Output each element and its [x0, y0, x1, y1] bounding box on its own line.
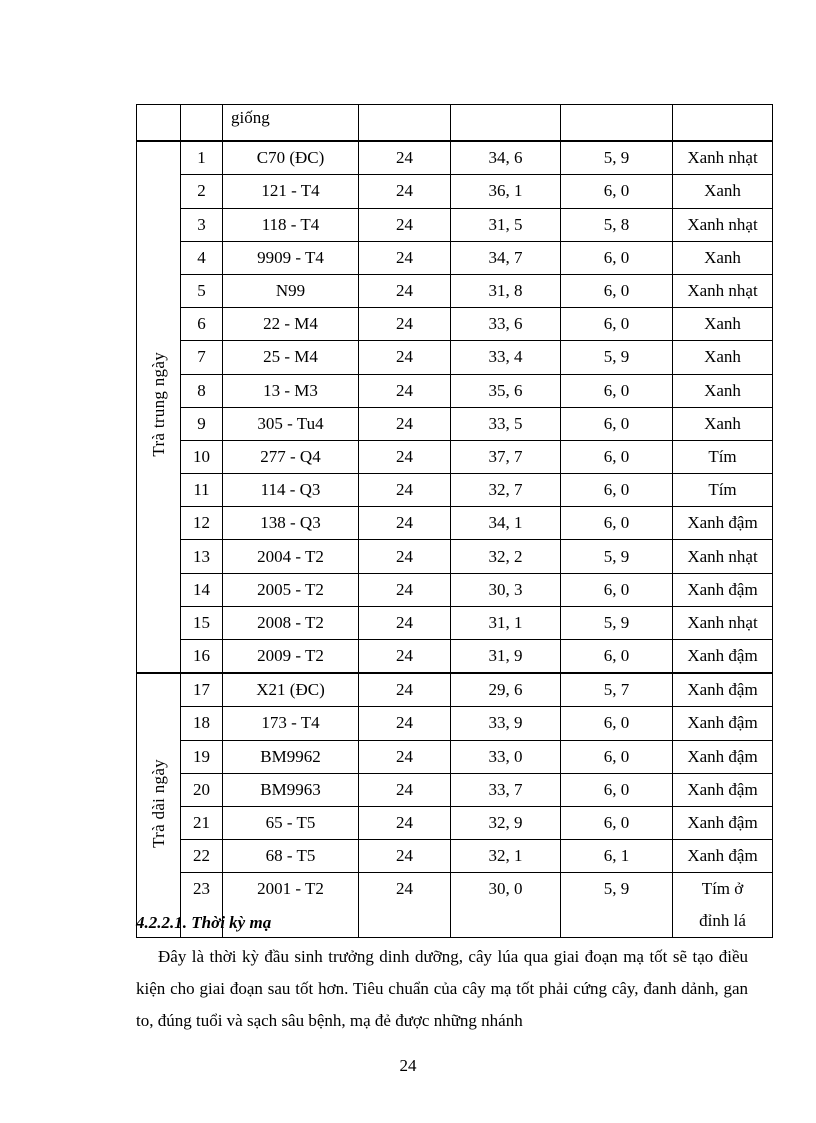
- leaves-value: 5, 9: [561, 873, 673, 938]
- leaves-value: 5, 9: [561, 341, 673, 374]
- days-value: 24: [359, 208, 451, 241]
- leaf-color: Xanh nhạt: [673, 274, 773, 307]
- height-value: 32, 2: [451, 540, 561, 573]
- table-row: [137, 175, 773, 208]
- days-value: 24: [359, 573, 451, 606]
- variety-name: 2009 - T2: [223, 640, 359, 674]
- height-value: 33, 6: [451, 308, 561, 341]
- row-number: 21: [181, 806, 223, 839]
- row-number: 14: [181, 573, 223, 606]
- height-value: 33, 9: [451, 707, 561, 740]
- leaves-value: 5, 9: [561, 141, 673, 175]
- table-row: [137, 573, 773, 606]
- days-value: 24: [359, 374, 451, 407]
- table-row: [137, 740, 773, 773]
- section-heading: 4.2.2.1. Thời kỳ mạ: [136, 913, 272, 932]
- leaf-color: Xanh: [673, 374, 773, 407]
- variety-name: 22 - M4: [223, 308, 359, 341]
- row-number: 3: [181, 208, 223, 241]
- row-number: 16: [181, 640, 223, 674]
- leaf-color: Xanh đậm: [673, 573, 773, 606]
- variety-name: 173 - T4: [223, 707, 359, 740]
- leaves-value: 6, 0: [561, 175, 673, 208]
- leaf-color: Xanh: [673, 341, 773, 374]
- leaf-color: Xanh đậm: [673, 806, 773, 839]
- table-row: [137, 507, 773, 540]
- leaves-value: 6, 0: [561, 440, 673, 473]
- days-value: 24: [359, 175, 451, 208]
- leaves-value: 6, 0: [561, 374, 673, 407]
- row-number: 1: [181, 141, 223, 175]
- leaves-value: 6, 0: [561, 241, 673, 274]
- group-label-cell: [137, 673, 181, 938]
- variety-name: 118 - T4: [223, 208, 359, 241]
- leaves-value: 6, 0: [561, 640, 673, 674]
- height-value: 31, 1: [451, 606, 561, 639]
- variety-name: 114 - Q3: [223, 474, 359, 507]
- row-number: 19: [181, 740, 223, 773]
- variety-name: 9909 - T4: [223, 241, 359, 274]
- table-row: [137, 241, 773, 274]
- table-row: [137, 806, 773, 839]
- table-row: [137, 208, 773, 241]
- row-number: 15: [181, 606, 223, 639]
- leaf-color: Xanh đậm: [673, 773, 773, 806]
- row-number: 13: [181, 540, 223, 573]
- table-row: [137, 840, 773, 873]
- height-value: 37, 7: [451, 440, 561, 473]
- days-value: 24: [359, 673, 451, 707]
- height-value: 34, 7: [451, 241, 561, 274]
- row-number: 17: [181, 673, 223, 707]
- table-row: [137, 440, 773, 473]
- leaf-color: Xanh nhạt: [673, 606, 773, 639]
- leaf-color: Xanh nhạt: [673, 540, 773, 573]
- leaves-value: 6, 1: [561, 840, 673, 873]
- row-number: 20: [181, 773, 223, 806]
- days-value: 24: [359, 806, 451, 839]
- row-number: 23: [181, 873, 223, 938]
- leaf-color: Xanh: [673, 308, 773, 341]
- leaf-color: Xanh đậm: [673, 707, 773, 740]
- variety-name: 2008 - T2: [223, 606, 359, 639]
- data-table-container: [136, 104, 758, 938]
- leaves-value: 5, 8: [561, 208, 673, 241]
- days-value: 24: [359, 740, 451, 773]
- days-value: 24: [359, 540, 451, 573]
- leaf-color: Tím: [673, 474, 773, 507]
- variety-name: C70 (ĐC): [223, 141, 359, 175]
- row-number: 11: [181, 474, 223, 507]
- height-value: 29, 6: [451, 673, 561, 707]
- height-value: 32, 1: [451, 840, 561, 873]
- variety-name: 121 - T4: [223, 175, 359, 208]
- days-value: 24: [359, 707, 451, 740]
- variety-name: N99: [223, 274, 359, 307]
- leaves-value: 6, 0: [561, 740, 673, 773]
- variety-name: 138 - Q3: [223, 507, 359, 540]
- leaves-value: 5, 7: [561, 673, 673, 707]
- variety-name: 13 - M3: [223, 374, 359, 407]
- days-value: 24: [359, 341, 451, 374]
- height-value: 33, 4: [451, 341, 561, 374]
- leaves-value: 6, 0: [561, 507, 673, 540]
- variety-name: 25 - M4: [223, 341, 359, 374]
- variety-name: 2001 - T2: [223, 873, 359, 938]
- days-value: 24: [359, 606, 451, 639]
- leaves-value: 6, 0: [561, 573, 673, 606]
- days-value: 24: [359, 840, 451, 873]
- leaf-color: Tím: [673, 440, 773, 473]
- height-value: 30, 0: [451, 873, 561, 938]
- leaves-value: 6, 0: [561, 474, 673, 507]
- group-label-cell: [137, 141, 181, 673]
- leaves-value: 6, 0: [561, 773, 673, 806]
- table-row: [137, 640, 773, 674]
- variety-name: 65 - T5: [223, 806, 359, 839]
- variety-name: BM9962: [223, 740, 359, 773]
- height-value: 33, 5: [451, 407, 561, 440]
- variety-name: 68 - T5: [223, 840, 359, 873]
- height-value: 34, 1: [451, 507, 561, 540]
- height-value: 35, 6: [451, 374, 561, 407]
- leaf-color: Xanh: [673, 175, 773, 208]
- group-label: Trà dài ngày: [148, 758, 168, 848]
- height-value: 33, 7: [451, 773, 561, 806]
- empty-cell: [561, 105, 673, 142]
- leaf-color: Xanh đậm: [673, 673, 773, 707]
- table-row: [137, 308, 773, 341]
- body-paragraph: Đây là thời kỳ đầu sinh trưởng dinh dưỡng, cây lúa qua giai đoạn mạ tốt sẽ tạo điều kiện cho giai đoạn sau tốt hơn. Tiêu chuẩn của cây mạ tốt phải cứng cây, đanh dảnh, gan to, đúng tuổi và sạch sâu bệnh, mạ đẻ được những nhánh: [136, 947, 748, 1030]
- variety-name: X21 (ĐC): [223, 673, 359, 707]
- table-row: [137, 274, 773, 307]
- leaves-value: 6, 0: [561, 274, 673, 307]
- days-value: 24: [359, 407, 451, 440]
- days-value: 24: [359, 440, 451, 473]
- leaf-color: [673, 873, 773, 938]
- row-number: 6: [181, 308, 223, 341]
- table-row: [137, 673, 773, 707]
- days-value: 24: [359, 308, 451, 341]
- days-value: 24: [359, 474, 451, 507]
- empty-cell: [137, 105, 181, 142]
- days-value: 24: [359, 773, 451, 806]
- variety-name: 277 - Q4: [223, 440, 359, 473]
- height-value: 34, 6: [451, 141, 561, 175]
- empty-cell: [359, 105, 451, 142]
- table-row: [137, 474, 773, 507]
- row-number: 9: [181, 407, 223, 440]
- row-number: 5: [181, 274, 223, 307]
- row-number: 12: [181, 507, 223, 540]
- days-value: 24: [359, 507, 451, 540]
- row-number: 10: [181, 440, 223, 473]
- continuation-row: [137, 105, 773, 142]
- table-row: [137, 773, 773, 806]
- table-row: [137, 407, 773, 440]
- leaves-value: 6, 0: [561, 707, 673, 740]
- table-row: [137, 141, 773, 175]
- leaf-color: Xanh: [673, 407, 773, 440]
- height-value: 31, 9: [451, 640, 561, 674]
- days-value: 24: [359, 274, 451, 307]
- row-number: 8: [181, 374, 223, 407]
- row-number: 7: [181, 341, 223, 374]
- leaf-color: Xanh đậm: [673, 640, 773, 674]
- variety-name: 305 - Tu4: [223, 407, 359, 440]
- variety-table: [136, 104, 773, 938]
- leaf-color: Xanh đậm: [673, 740, 773, 773]
- height-value: 30, 3: [451, 573, 561, 606]
- row-number: 22: [181, 840, 223, 873]
- leaves-value: 5, 9: [561, 540, 673, 573]
- empty-cell: [673, 105, 773, 142]
- leaf-color: Xanh nhạt: [673, 208, 773, 241]
- empty-cell: [181, 105, 223, 142]
- row-number: 2: [181, 175, 223, 208]
- variety-name: 2004 - T2: [223, 540, 359, 573]
- page-number: 24: [399, 1056, 417, 1075]
- height-value: 33, 0: [451, 740, 561, 773]
- table-row: [137, 341, 773, 374]
- table-row: [137, 707, 773, 740]
- days-value: 24: [359, 873, 451, 938]
- height-value: 36, 1: [451, 175, 561, 208]
- table-row: [137, 606, 773, 639]
- row-number: 18: [181, 707, 223, 740]
- leaf-color: Xanh đậm: [673, 840, 773, 873]
- table-row: [137, 540, 773, 573]
- continuation-header-text: giống: [223, 105, 359, 142]
- leaf-color: Xanh đậm: [673, 507, 773, 540]
- leaf-color: Xanh nhạt: [673, 141, 773, 175]
- leaf-color: Xanh: [673, 241, 773, 274]
- days-value: 24: [359, 141, 451, 175]
- group-label: Trà trung ngày: [148, 352, 168, 457]
- leaves-value: 5, 9: [561, 606, 673, 639]
- table-row: [137, 374, 773, 407]
- leaf-color-line2: đỉnh lá: [699, 911, 746, 931]
- leaves-value: 6, 0: [561, 308, 673, 341]
- height-value: 31, 8: [451, 274, 561, 307]
- leaves-value: 6, 0: [561, 806, 673, 839]
- variety-name: BM9963: [223, 773, 359, 806]
- height-value: 32, 7: [451, 474, 561, 507]
- leaf-color-line1: Tím ở: [701, 879, 744, 899]
- empty-cell: [451, 105, 561, 142]
- height-value: 31, 5: [451, 208, 561, 241]
- height-value: 32, 9: [451, 806, 561, 839]
- days-value: 24: [359, 640, 451, 674]
- days-value: 24: [359, 241, 451, 274]
- leaves-value: 6, 0: [561, 407, 673, 440]
- variety-name: 2005 - T2: [223, 573, 359, 606]
- row-number: 4: [181, 241, 223, 274]
